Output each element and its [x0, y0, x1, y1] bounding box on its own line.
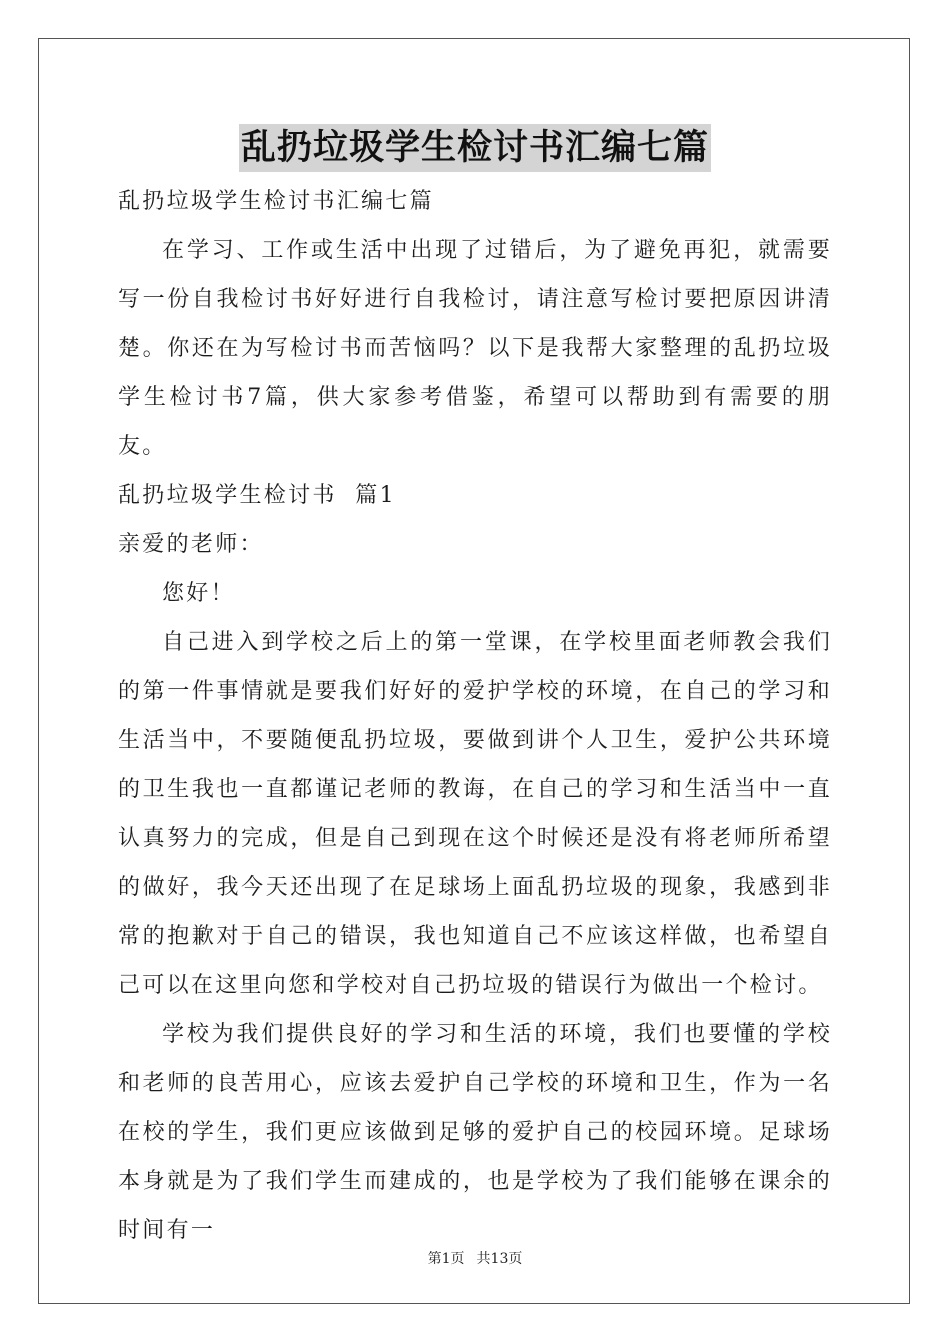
page-total: 共13页: [476, 1251, 523, 1267]
subtitle-line: 乱扔垃圾学生检讨书汇编七篇: [118, 189, 434, 214]
document-body: [118, 177, 832, 1255]
page-footer: [0, 1248, 950, 1268]
salutation: 亲爱的老师：: [118, 532, 264, 557]
body-paragraph-2: 学校为我们提供良好的学习和生活的环境，我们也要懂的学校和老师的良苦用心，应该去爱护自己学校的环境和卫生，作为一名在校的学生，我们更应该做到足够的爱护自己的校园环境。足球场本身就是为了我们学生而建成的，也是学校为了我们能够在课余的时间有一: [118, 1022, 832, 1243]
page-number: 第1页: [427, 1251, 465, 1267]
section-heading: 乱扔垃圾学生检讨书 篇1: [118, 483, 396, 508]
body-paragraph-1: 自己进入到学校之后上的第一堂课，在学校里面老师教会我们的第一件事情就是要我们好好的爱护学校的环境，在自己的学习和生活当中，不要随便乱扔垃圾，要做到讲个人卫生，爱护公共环境的卫生我也一直都谨记老师的教诲，在自己的学习和生活当中一直认真努力的完成，但是自己到现在这个时候还是没有将老师所希望的做好，我今天还出现了在足球场上面乱扔垃圾的现象，我感到非常的抱歉对于自己的错误，我也知道自己不应该这样做，也希望自己可以在这里向您和学校对自己扔垃圾的错误行为做出一个检讨。: [118, 630, 832, 998]
greeting: 您好！: [162, 581, 235, 606]
title-container: [0, 124, 950, 172]
intro-paragraph: 在学习、工作或生活中出现了过错后，为了避免再犯，就需要写一份自我检讨书好好进行自我检讨，请注意写检讨要把原因讲清楚。你还在为写检讨书而苦恼吗？以下是我帮大家整理的乱扔垃圾学生检讨书7篇，供大家参考借鉴，希望可以帮助到有需要的朋友。: [118, 238, 832, 459]
document-title: 乱扔垃圾学生检讨书汇编七篇: [239, 124, 711, 172]
